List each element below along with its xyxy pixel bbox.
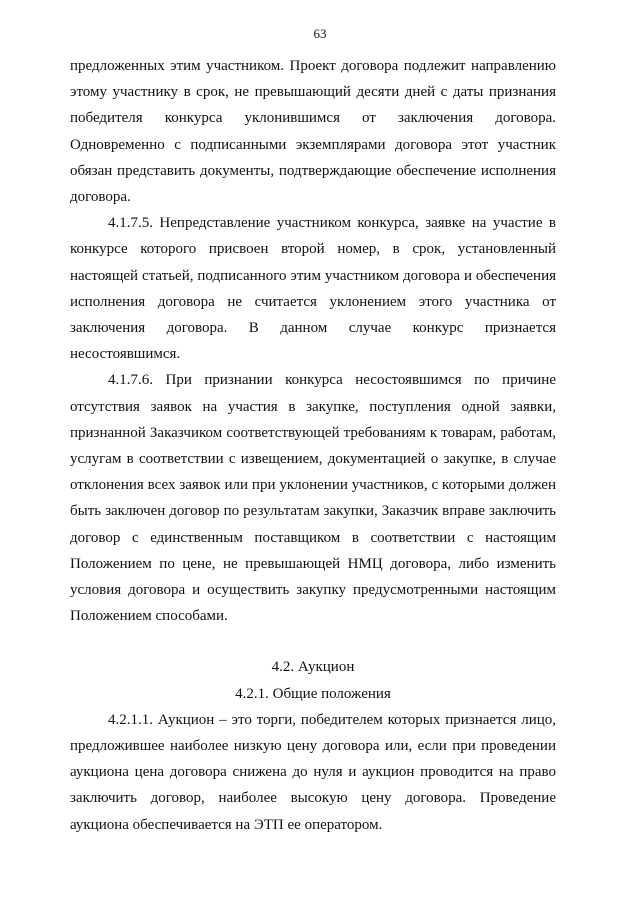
- paragraph-continuation: предложенных этим участником. Проект договора подлежит направлению этому участнику в срок, не превышающий десяти дней с даты признания победителя конкурса уклонившимся от заключения договора. Одновременно с подписанными экземплярами договора этот участник обязан представить документы, подтверждающие обеспечение исполнения договора.: [70, 58, 556, 206]
- paragraph-4-1-7-6: 4.1.7.6. При признании конкурса несостоявшимся по причине отсутствия заявок на участия в закупке, поступления одной заявки, признанной Заказчиком соответствующей требованиям к товарам, работам, услугам в соответствии с извещением, документацией о закупке, в случае отклонения всех заявок или при уклонении участников, с которыми должен быть заключен договор по результатам закупки, Заказчик вправе заключить договор с единственным поставщиком в соответствии с настоящим Положением по цене, не превышающей НМЦ договора, либо изменить условия договора и осуществить закупку предусмотренными настоящим Положением способами.: [70, 372, 556, 625]
- paragraph-4-2-1-1: 4.2.1.1. Аукцион – это торги, победителем которых признается лицо, предложившее наиболее низкую цену договора или, если при проведении аукциона цена договора снижена до нуля и аукцион проводится на право заключить договор, наиболее высокую цену договора. Проведение аукциона обеспечивается на ЭТП ее оператором.: [70, 711, 556, 833]
- document-body: [70, 53, 556, 838]
- subsection-heading: 4.2.1. Общие положения: [235, 685, 391, 702]
- section-heading: 4.2. Аукцион: [271, 659, 355, 676]
- paragraph-4-1-7-5: 4.1.7.5. Непредставление участником конкурса, заявке на участие в конкурсе которого присвоен второй номер, в срок, установленный настоящей статьей, подписанного этим участником договора и обеспечения исполнения договора не считается уклонением этого участника от заключения договора. В данном случае конкурс признается несостоявшимся.: [70, 215, 556, 363]
- page-number: 63: [313, 26, 327, 41]
